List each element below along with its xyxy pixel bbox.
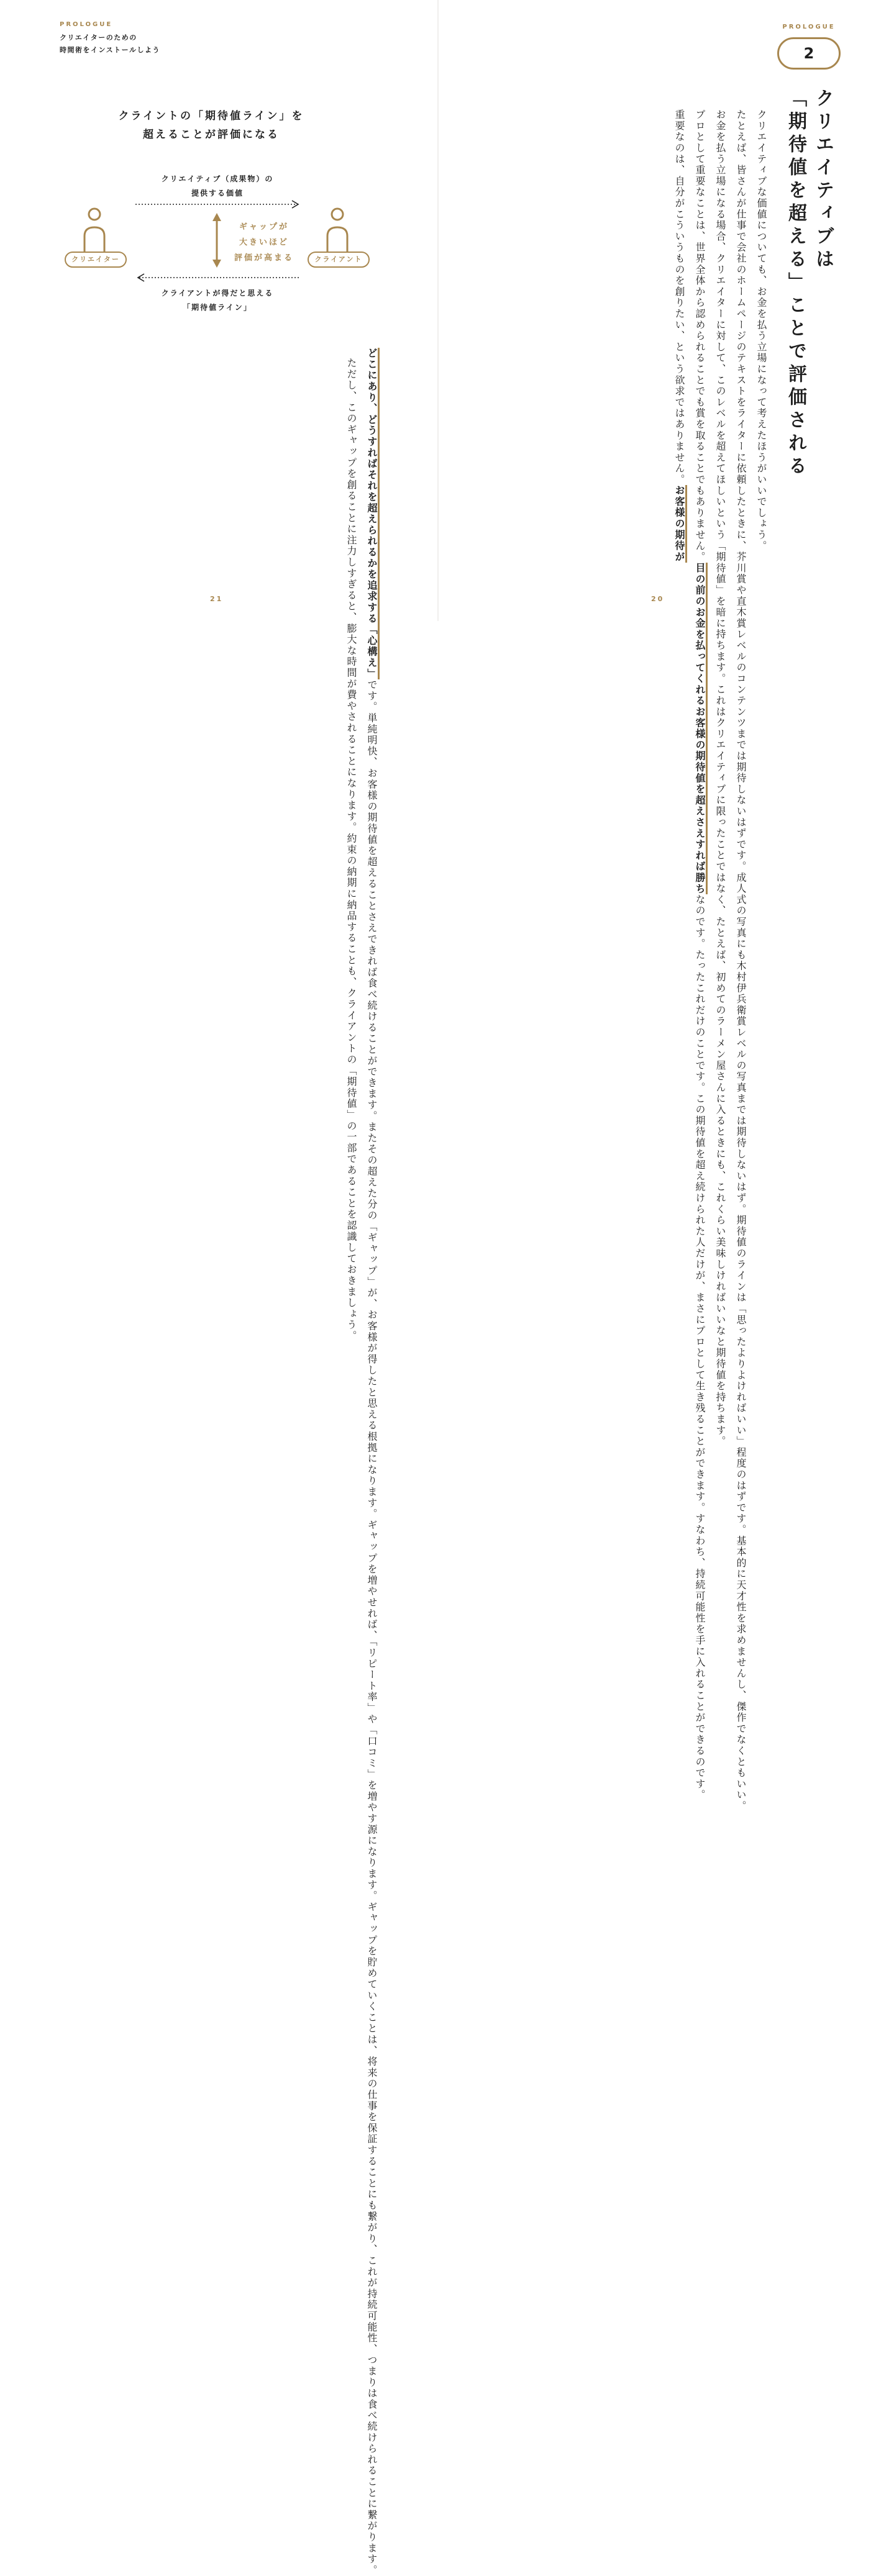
- gap-label-line-1: ギャップが: [239, 222, 289, 232]
- section-heading: [780, 88, 836, 479]
- gap-label-line-3: 評価が高まる: [234, 253, 294, 263]
- right-emphasis-1: 目の前のお金を払ってくれるお客様の期待値を超えさえすれば勝ち: [694, 563, 708, 894]
- bottom-label-line-1: クライアントが得だと思える: [161, 289, 274, 297]
- right-paragraph-4-b: なのです。たったこれだけのことです。この期待値を超え続けられた人だけが、まさにプロとして生き残ることができます。すなわち、持続可能性を手に入れることができるのです。: [694, 894, 706, 1801]
- right-paragraph-1: クリエイティブな価値についても、お金を払う立場になって考えたほうがいいでしょう。: [755, 109, 767, 551]
- gap-arrow-down: [212, 260, 221, 268]
- folio-right: 20: [651, 595, 665, 603]
- right-paragraph-4: [690, 99, 710, 1801]
- gap-label-line-2: 大きいほど: [239, 238, 289, 247]
- right-paragraph-5-a: 重要なのは、自分がこういうものを創りたい、という欲求ではありません。: [673, 109, 685, 486]
- bottom-label-line-2: 「期待値ライン」: [183, 303, 252, 312]
- running-head-eyebrow: PROLOGUE: [60, 21, 113, 28]
- right-paragraph-3: お金を払う立場になる場合、クリエイターに対して、このレベルを超えてほしいという「期待値」を暗に持ちます。これはクリエイティブに限ったことではなく、たとえば、初めてのラーメン屋さんに入るときにも、これくらい美味しければいいなと期待値を持ちます。: [714, 109, 726, 1447]
- running-head-line-2: 時間術をインストールしよう: [60, 46, 160, 54]
- right-paragraph-4-a: プロとして重要なことは、世界全体から認められることでも賞を取ることでもありません。: [694, 109, 706, 563]
- right-paragraph-2: たとえば、皆さんが仕事で会社のホームページのテキストをライターに依頼したときに、芥川賞や直木賞レベルのコンテンツまでは期待しないはずです。成人式の写真にも木村伊兵衛賞レベルの写真までは期待しないはず。期待値のラインは「思ったよりよければいい」程度のはずです。基本的に天才性を求めませんし、傑作でなくともいい。: [735, 109, 747, 1812]
- left-paragraph-1-rest: です。単純明快、お客様の期待値を超えることさえできれば食べ続けることができます。またその超えた分の「ギャップ」が、お客様が得したと思える根拠になります。ギャップを増やせれば、「リピート率」や「口コミ」を増やす源になります。ギャップを貯めていくことは、将来の仕事を保証することにも繋がり、これが持続可能性、つまりは食べ続けられることに繋がります。: [366, 679, 378, 2576]
- right-paragraph-5: [669, 99, 690, 563]
- gap-arrow-up: [212, 213, 221, 221]
- chapter-number-badge: 2: [777, 37, 841, 70]
- left-paragraph-1: [362, 348, 382, 2576]
- running-head-line-1: クリエイターのための: [60, 34, 137, 42]
- diagram-title-line-1: クライントの「期待値ライン」を: [118, 110, 304, 122]
- person-icon: [84, 209, 104, 252]
- heading-line-1: クリエイティブは: [812, 88, 834, 272]
- right-emphasis-2: お客様の期待が: [673, 485, 687, 563]
- left-paragraph-2: ただし、このギャップを創ることに注力しすぎると、膨大な時間が費やされることになります。約束の納期に納品することも、クライアントの「期待値」の一部であることを認識しておきましょう。: [345, 358, 357, 1342]
- folio-left: 21: [210, 595, 224, 603]
- badge-eyebrow: PROLOGUE: [782, 24, 836, 30]
- top-label-line-1: クリエイティブ（成果物）の: [161, 175, 274, 183]
- person-icon: [327, 209, 347, 252]
- gap-label: [230, 219, 298, 266]
- diagram-title-line-2: 超えることが評価になる: [143, 129, 280, 141]
- client-pill: クライアント: [308, 252, 370, 268]
- top-label-line-2: 提供する価値: [191, 189, 244, 197]
- left-emphasis: どこにあり、どうすればそれを超えられるかを追求する「心構え」: [366, 348, 380, 679]
- creator-pill: クリエイター: [65, 252, 127, 268]
- heading-line-2: 「期待値を超える」ことで評価される: [785, 88, 806, 479]
